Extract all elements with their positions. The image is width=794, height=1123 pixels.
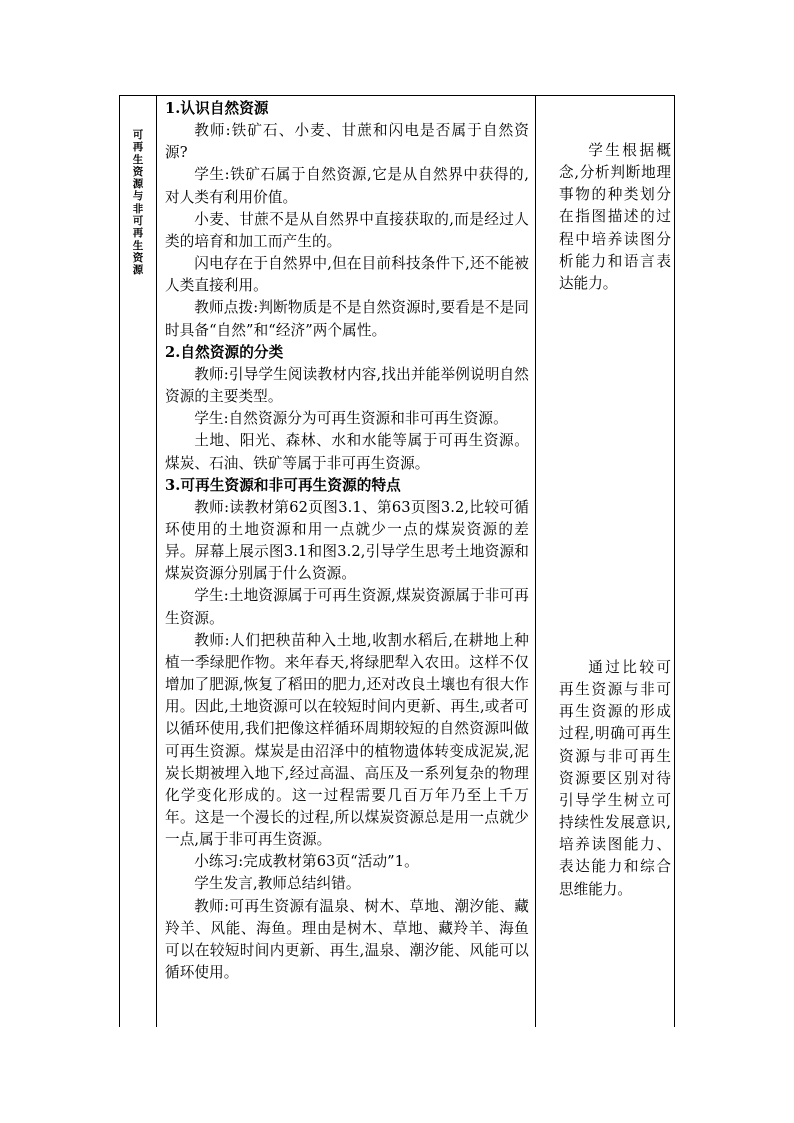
content-paragraph: 小麦、甘蔗不是从自然界中直接获取的,而是经过人类的培育和加工而产生的。	[165, 210, 529, 250]
topic-char: 与	[132, 190, 144, 203]
topic-char: 非	[132, 202, 144, 215]
content-paragraph: 小练习:完成教材第63页“活动”1。	[194, 853, 419, 871]
content-paragraph: 教师:铁矿石、小麦、甘蔗和闪电是否属于自然资源?	[165, 122, 529, 162]
topic-char: 生	[132, 239, 144, 252]
content-paragraph: 闪电存在于自然界中,但在目前科技条件下,还不能被人类直接利用。	[165, 255, 529, 295]
design-note-2	[559, 657, 671, 901]
section-heading: 3.可再生资源和非可再生资源的特点	[165, 476, 401, 494]
topic-char: 可	[132, 129, 144, 141]
content-paragraph: 教师:可再生资源有温泉、树木、草地、潮汐能、藏羚羊、风能、海鱼。理由是树木、草地、藏羚羊、海鱼可以在较短时间内更新、再生,温泉、潮汐能、风能可以循环使用。	[165, 897, 529, 982]
column-divider-2	[535, 95, 536, 1027]
topic-char: 生	[132, 153, 144, 166]
design-note-1	[559, 140, 671, 295]
section-heading: 1.认识自然资源	[165, 100, 269, 117]
table-top-border	[119, 95, 675, 96]
content-paragraph: 学生发言,教师总结纠错。	[194, 875, 361, 893]
topic-char: 再	[132, 141, 144, 154]
content-paragraph: 学生:土地资源属于可再生资源,煤炭资源属于非可再生资源。	[165, 587, 529, 627]
design-note-text: 通过比较可再生资源与非可再生资源的形成过程,明确可再生资源与非可再生资源要区别对待引导学生树立可持续性发展意识,培养读图能力、表达能力和综合思维能力。	[559, 659, 671, 898]
content-paragraph: 教师:读教材第62页图3.1、第63页图3.2,比较可循环使用的土地资源和用一点就少一点的煤炭资源的差异。屏幕上展示图3.1和图3.2,引导学生思考土地资源和煤炭资源分别属于什么资源。	[165, 498, 529, 583]
column-divider-1	[156, 95, 157, 1027]
topic-label-vertical	[120, 129, 156, 277]
content-paragraph: 教师:人们把秧苗种入土地,收割水稻后,在耕地上种植一季绿肥作物。来年春天,将绿肥犁入农田。这样不仅增加了肥源,恢复了稻田的肥力,还对改良土壤也有很大作用。因此,土地资源可以在较短时间内更新、再生,或者可以循环使用,我们把像这样循环周期较短的自然资源叫做可再生资源。煤炭是由沼泽中的植物遗体转变成泥炭,泥炭长期被埋入地下,经过高温、高压及一系列复杂的物理化学变化形成的。这一过程需要几百万年乃至上千万年。这是一个漫长的过程,所以煤炭资源总是用一点就少一点,属于非可再生资源。	[165, 631, 529, 849]
table-right-border	[674, 95, 675, 1027]
topic-char: 再	[132, 227, 144, 240]
content-paragraph: 学生:自然资源分为可再生资源和非可再生资源。	[194, 410, 508, 428]
content-paragraph: 土地、阳光、森林、水和水能等属于可再生资源。煤炭、石油、铁矿等属于非可再生资源。	[165, 432, 529, 472]
topic-char: 源	[132, 178, 144, 191]
topic-char: 源	[132, 264, 144, 277]
topic-char: 可	[132, 215, 144, 228]
topic-char: 资	[132, 165, 144, 178]
section-heading: 2.自然资源的分类	[165, 343, 284, 361]
topic-char: 资	[132, 251, 144, 264]
content-paragraph: 教师:引导学生阅读教材内容,找出并能举例说明自然资源的主要类型。	[165, 365, 529, 406]
teaching-content-column	[165, 98, 529, 984]
design-note-text: 学生根据概念,分析判断地理事物的种类划分在指图描述的过程中培养读图分析能力和语言表达能力。	[559, 142, 671, 292]
content-paragraph: 学生:铁矿石属于自然资源,它是从自然界中获得的,对人类有利用价值。	[165, 166, 529, 206]
content-paragraph: 教师点拨:判断物质是不是自然资源时,要看是不是同时具备“自然”和“经济”两个属性。	[165, 299, 529, 339]
